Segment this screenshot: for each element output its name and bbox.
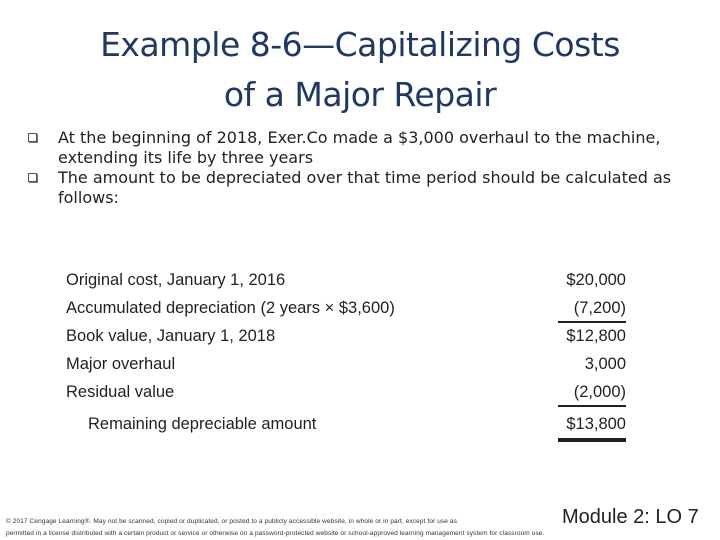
bullet-text: The amount to be depreciated over that time period should be calculated as follows: xyxy=(58,168,672,207)
bullet-text: At the beginning of 2018, Exer.Co made a $3,000 overhaul to the machine, extending its life by three years xyxy=(58,128,661,167)
square-bullet-icon xyxy=(28,133,37,142)
copyright-line-1: © 2017 Cengage Learning®. May not be scanned, copied or duplicated, or posted to a publicly accessible website, in whole or in part, except for use as xyxy=(6,518,457,525)
bullet-list xyxy=(28,128,688,208)
subtotal-rule xyxy=(558,405,626,407)
depreciation-schedule xyxy=(66,266,626,438)
row-amount: 3,000 xyxy=(584,355,626,373)
copyright-line-2: permitted in a license distributed with a certain product or service or otherwise on a password-protected website or school-approved learning management system for classroom use. xyxy=(6,530,545,537)
title-line-1: Example 8-6—Capitalizing Costs xyxy=(100,25,620,64)
module-label: Module 2: LO 7 xyxy=(562,506,699,528)
bullet-item xyxy=(28,168,688,208)
row-label: Accumulated depreciation (2 years × $3,600) xyxy=(66,299,395,317)
row-amount: (2,000) xyxy=(573,383,626,401)
title-line-2: of a Major Repair xyxy=(223,75,497,114)
schedule-row xyxy=(66,266,626,294)
total-rule xyxy=(558,438,626,442)
row-amount: $13,800 xyxy=(566,415,626,433)
schedule-row-total xyxy=(66,410,626,438)
row-amount: $20,000 xyxy=(566,271,626,289)
row-label: Remaining depreciable amount xyxy=(88,415,317,433)
slide-title xyxy=(0,20,720,120)
row-label: Original cost, January 1, 2016 xyxy=(66,271,286,289)
row-amount: (7,200) xyxy=(573,299,626,317)
schedule-row xyxy=(66,350,626,378)
row-label: Major overhaul xyxy=(66,355,176,373)
row-label: Book value, January 1, 2018 xyxy=(66,327,276,345)
row-amount: $12,800 xyxy=(566,327,626,345)
schedule-row xyxy=(66,378,626,406)
row-label: Residual value xyxy=(66,383,175,401)
schedule-row xyxy=(66,294,626,322)
bullet-item xyxy=(28,128,688,168)
square-bullet-icon xyxy=(28,173,37,182)
schedule-row xyxy=(66,322,626,350)
